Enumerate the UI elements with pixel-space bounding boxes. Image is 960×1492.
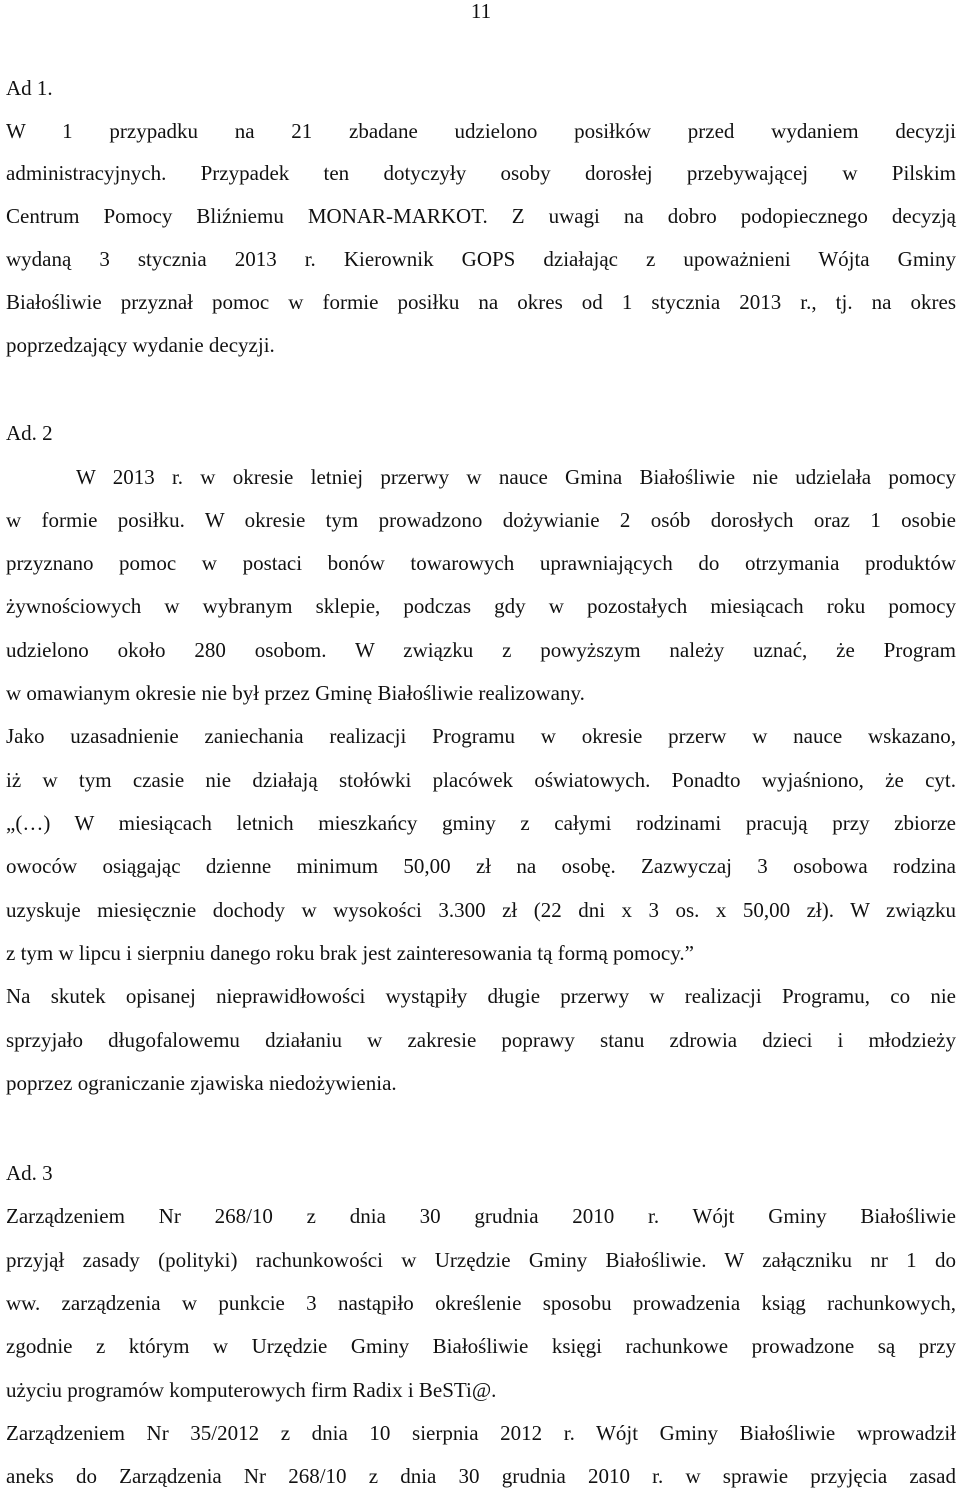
ad2-heading: Ad. 2 bbox=[6, 421, 53, 445]
paragraph-line: Na skutek opisanej nieprawidłowości wystąpiły długie przerwy w realizacji Programu, co nie bbox=[6, 984, 956, 1008]
paragraph-line: przyznano pomoc w postaci bonów towarowych uprawniających do otrzymania produktów bbox=[6, 551, 956, 575]
paragraph-line: ww. zarządzenia w punkcie 3 nastąpiło określenie sposobu prowadzenia ksiąg rachunkowych, bbox=[6, 1291, 956, 1315]
paragraph-line: administracyjnych. Przypadek ten dotyczyły osoby dorosłej przebywającej w Pilskim bbox=[6, 161, 956, 185]
paragraph-line: żywnościowych w wybranym sklepie, podczas gdy w pozostałych miesiącach roku pomocy bbox=[6, 594, 956, 618]
paragraph-line: sprzyjało długofalowemu działaniu w zakresie poprawy stanu zdrowia dzieci i młodzieży bbox=[6, 1028, 956, 1052]
paragraph-line: poprzedzający wydanie decyzji. bbox=[6, 333, 275, 357]
ad1-heading: Ad 1. bbox=[6, 76, 53, 100]
quote-line: uzyskuje miesięcznie dochody w wysokości 3.300 zł (22 dni x 3 os. x 50,00 zł). W związku bbox=[6, 898, 956, 922]
paragraph-line: udzielono około 280 osobom. W związku z powyższym należy uznać, że Program bbox=[6, 638, 956, 662]
quote-line: „(…) W miesiącach letnich mieszkańcy gminy z całymi rodzinami pracują przy zbiorze bbox=[6, 811, 956, 835]
paragraph-line: zgodnie z którym w Urzędzie Gminy Białośliwie księgi rachunkowe prowadzone są przy bbox=[6, 1334, 956, 1358]
paragraph-line: przyjął zasady (polityki) rachunkowości w Urzędzie Gminy Białośliwie. W załączniku nr 1 do bbox=[6, 1248, 956, 1272]
ad3-heading: Ad. 3 bbox=[6, 1161, 53, 1185]
paragraph-line: wydaną 3 stycznia 2013 r. Kierownik GOPS działając z upoważnieni Wójta Gminy bbox=[6, 247, 956, 271]
paragraph-line: aneks do Zarządzenia Nr 268/10 z dnia 30 grudnia 2010 r. w sprawie przyjęcia zasad bbox=[6, 1464, 956, 1488]
paragraph-line: w omawianym okresie nie był przez Gminę Białośliwie realizowany. bbox=[6, 681, 585, 705]
paragraph-line: Zarządzeniem Nr 268/10 z dnia 30 grudnia 2010 r. Wójt Gminy Białośliwie bbox=[6, 1204, 956, 1228]
paragraph-line: użyciu programów komputerowych firm Radix i BeSTi@. bbox=[6, 1378, 497, 1402]
quote-line: z tym w lipcu i sierpniu danego roku brak jest zainteresowania tą formą pomocy.” bbox=[6, 941, 694, 965]
paragraph-line: Centrum Pomocy Bliźniemu MONAR-MARKOT. Z uwagi na dobro podopiecznego decyzją bbox=[6, 204, 956, 228]
paragraph-line: poprzez ograniczanie zjawiska niedożywienia. bbox=[6, 1071, 397, 1095]
paragraph-line: Jako uzasadnienie zaniechania realizacji Programu w okresie przerw w nauce wskazano, bbox=[6, 724, 956, 748]
paragraph-line: Białośliwie przyznał pomoc w formie posiłku na okres od 1 stycznia 2013 r., tj. na okres bbox=[6, 290, 956, 314]
page-number: 11 bbox=[470, 0, 492, 23]
paragraph-line: W 1 przypadku na 21 zbadane udzielono posiłków przed wydaniem decyzji bbox=[6, 119, 956, 143]
paragraph-line: iż w tym czasie nie działają stołówki placówek oświatowych. Ponadto wyjaśniono, że cyt. bbox=[6, 768, 956, 792]
paragraph-line: w formie posiłku. W okresie tym prowadzono dożywianie 2 osób dorosłych oraz 1 osobie bbox=[6, 508, 956, 532]
paragraph-line: Zarządzeniem Nr 35/2012 z dnia 10 sierpnia 2012 r. Wójt Gminy Białośliwie wprowadził bbox=[6, 1421, 956, 1445]
paragraph-line: W 2013 r. w okresie letniej przerwy w nauce Gmina Białośliwie nie udzielała pomocy bbox=[76, 465, 956, 489]
quote-line: owoców osiągając dzienne minimum 50,00 zł na osobę. Zazwyczaj 3 osobowa rodzina bbox=[6, 854, 956, 878]
